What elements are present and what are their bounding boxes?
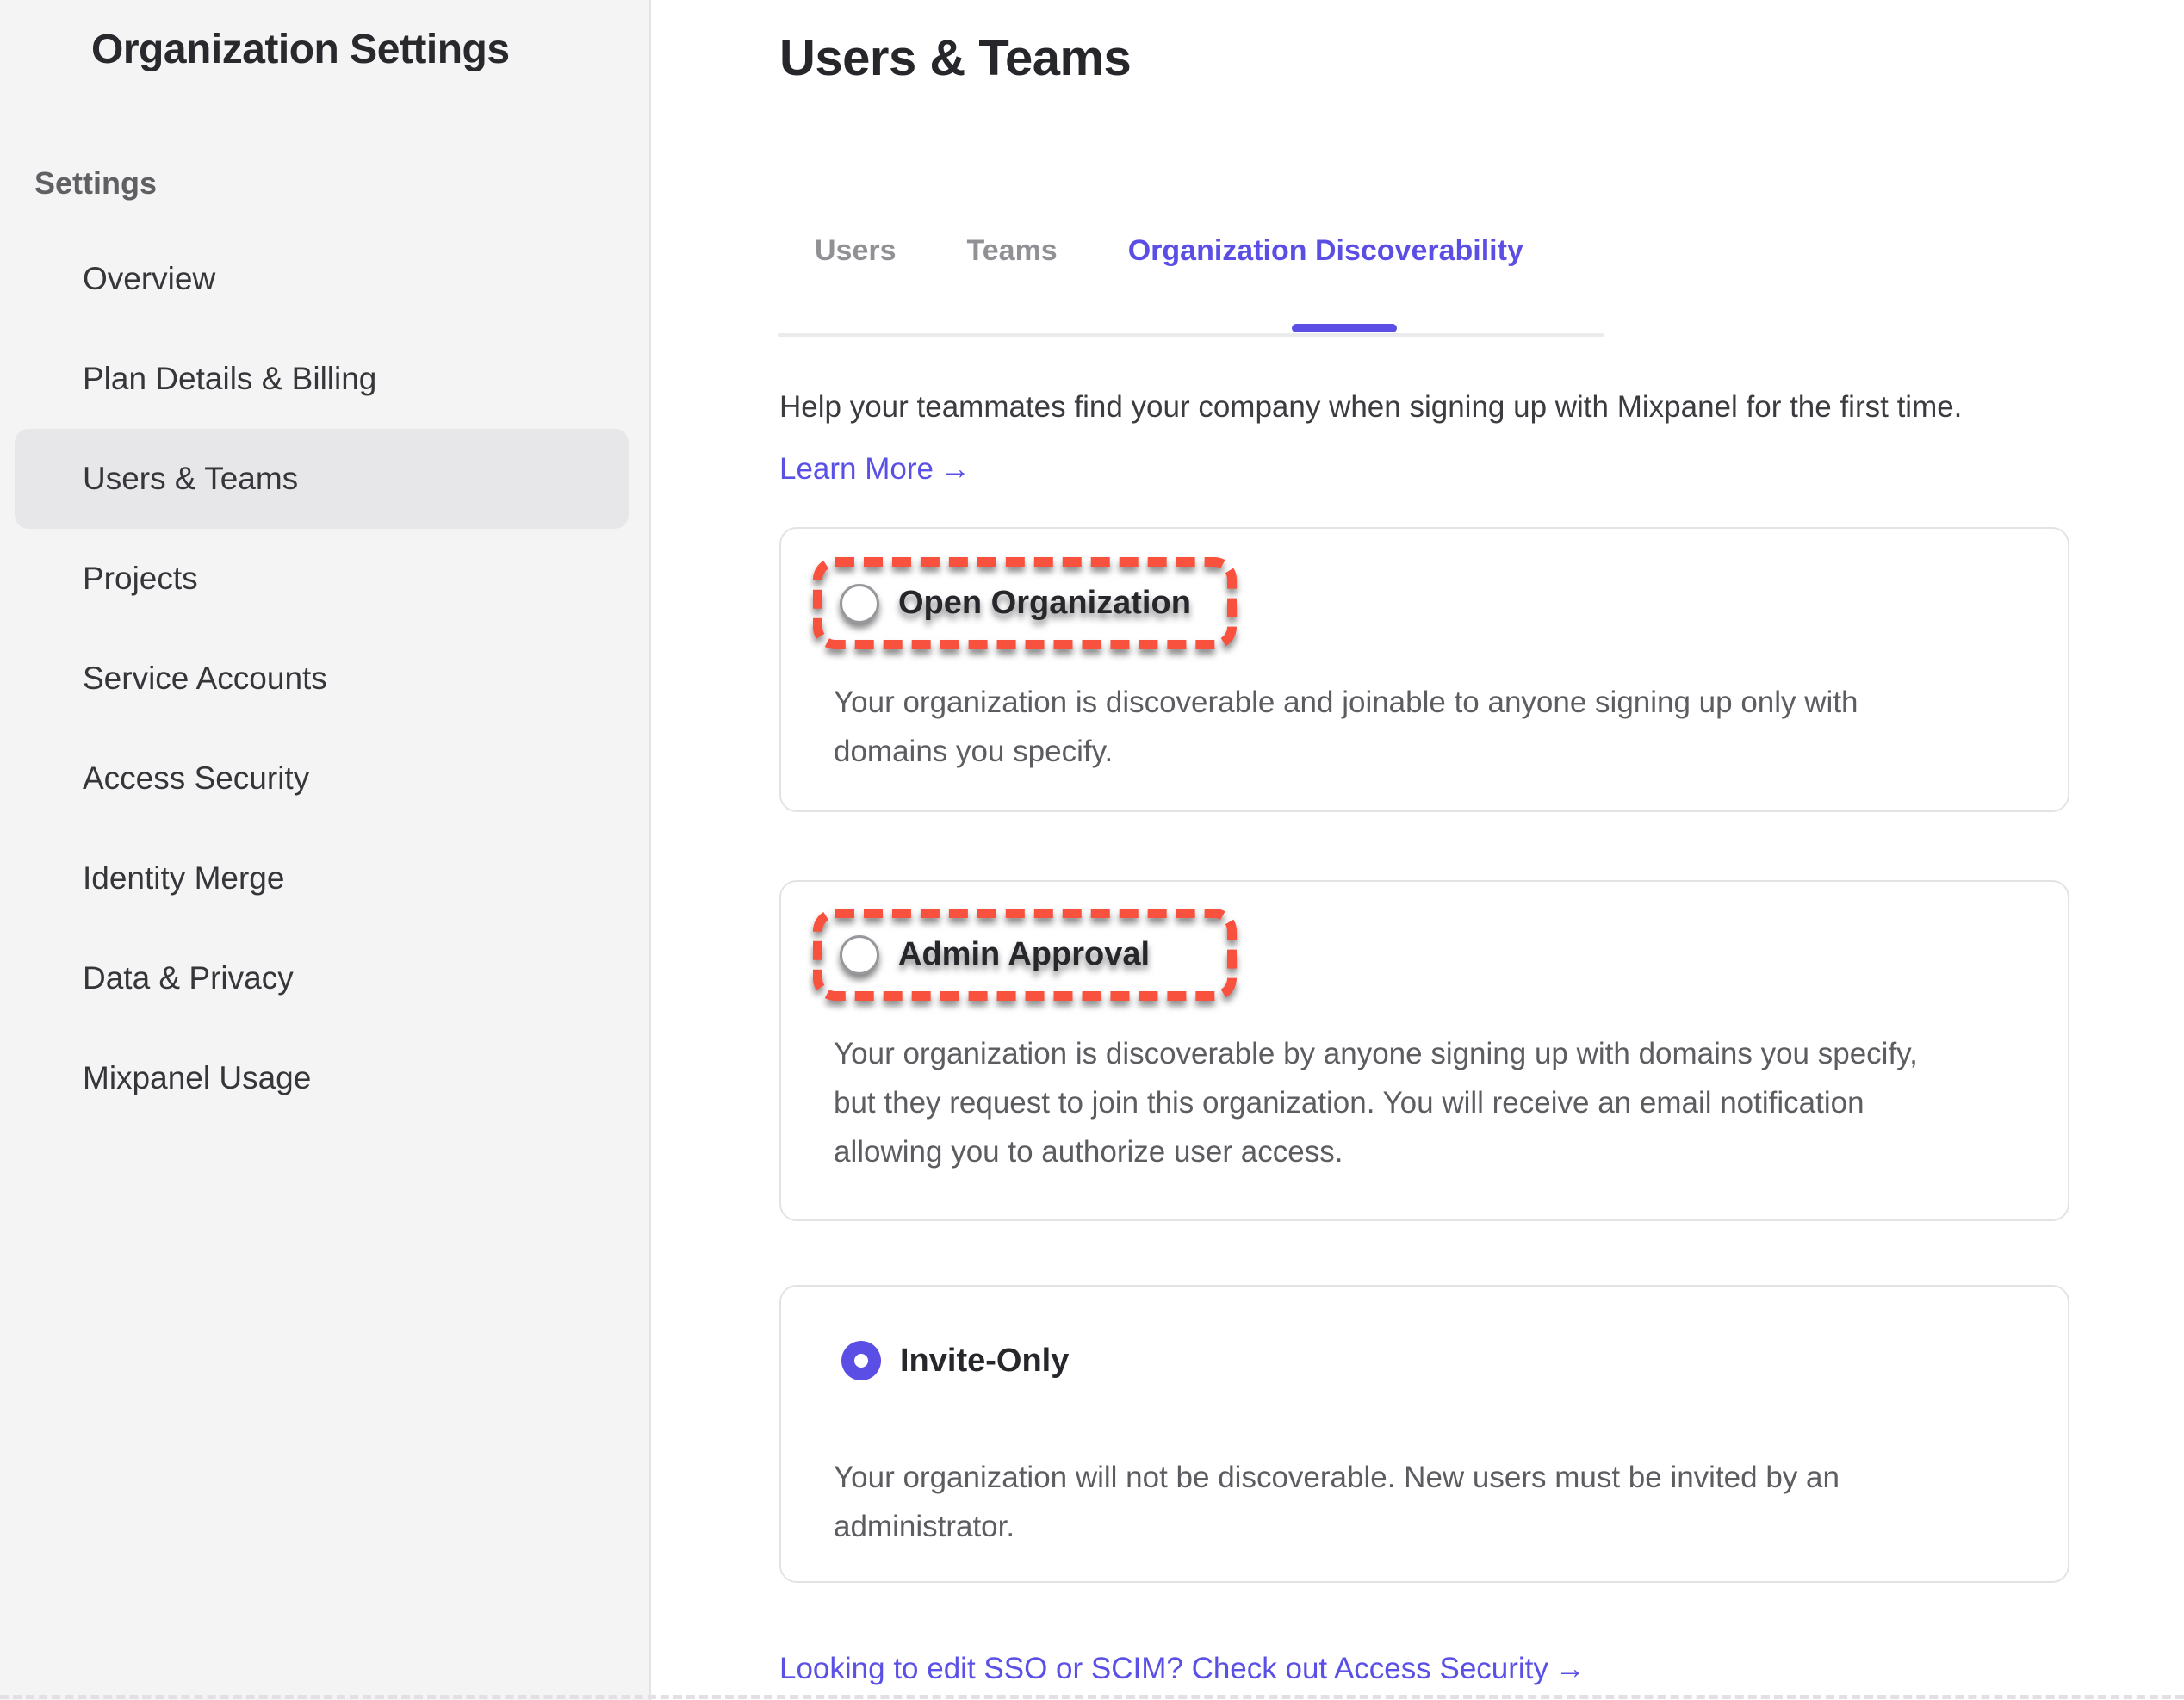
sidebar: [0, 0, 651, 1700]
sidebar-item-projects[interactable]: Projects: [83, 561, 198, 596]
active-tab-indicator: [1292, 324, 1397, 332]
radio-admin-approval[interactable]: [840, 935, 879, 975]
main-content: [653, 0, 2184, 1700]
access-security-link-label: Looking to edit SSO or SCIM? Check out Access Security: [779, 1652, 1548, 1685]
arrow-right-icon: →: [940, 452, 971, 486]
cutoff-dashed-line: [0, 1695, 2184, 1699]
option-label: Open Organization: [898, 585, 1191, 621]
red-dashed-highlight: [813, 909, 1237, 1001]
sidebar-item-service-accounts[interactable]: Service Accounts: [83, 661, 327, 696]
tab-users[interactable]: Users: [815, 234, 897, 267]
option-row[interactable]: [840, 584, 1191, 624]
tab-bar-rule: [778, 333, 1604, 337]
radio-invite-only[interactable]: [841, 1341, 881, 1380]
tab-bar: [779, 231, 1559, 270]
option-label: Invite-Only: [900, 1342, 1070, 1379]
tab-teams[interactable]: Teams: [966, 234, 1058, 267]
option-description: Your organization is discoverable and joinable to anyone signing up only with domains you specify.: [834, 686, 1858, 768]
red-dashed-highlight: [813, 557, 1237, 649]
intro-text: Help your teammates find your company when signing up with Mixpanel for the first time.: [779, 390, 1963, 424]
option-card-admin-approval: [779, 880, 2069, 1221]
sidebar-item-plan-details-billing[interactable]: Plan Details & Billing: [83, 361, 377, 396]
option-row[interactable]: [841, 1341, 2068, 1380]
sidebar-item-access-security[interactable]: Access Security: [83, 760, 310, 796]
option-card-invite-only: [779, 1285, 2069, 1583]
option-card-open-organization: [779, 527, 2069, 812]
arrow-right-icon: →: [1554, 1652, 1585, 1685]
page-title: Users & Teams: [779, 30, 1132, 86]
sidebar-item-data-privacy[interactable]: Data & Privacy: [83, 960, 294, 996]
tab-organization-discoverability[interactable]: Organization Discoverability: [1127, 234, 1523, 267]
access-security-link[interactable]: [779, 1648, 1585, 1690]
sidebar-nav: [0, 229, 649, 1128]
sidebar-title: Organization Settings: [91, 27, 510, 72]
option-row[interactable]: [840, 935, 1150, 975]
radio-open-organization[interactable]: [840, 584, 879, 624]
option-description: Your organization will not be discoverable. New users must be invited by an administrator.: [834, 1461, 1840, 1543]
learn-more-label: Learn More: [779, 452, 934, 486]
option-description: Your organization is discoverable by anyone signing up with domains you specify, but they request to join this organization. You will receive an email notification allowing you to authorize user access.: [834, 1037, 1918, 1169]
sidebar-item-mixpanel-usage[interactable]: Mixpanel Usage: [83, 1060, 312, 1095]
sidebar-item-identity-merge[interactable]: Identity Merge: [83, 860, 285, 896]
learn-more-link[interactable]: [779, 448, 971, 491]
sidebar-section-label: Settings: [34, 165, 158, 201]
sidebar-item-users-teams[interactable]: Users & Teams: [15, 429, 629, 529]
option-label: Admin Approval: [898, 936, 1151, 972]
sidebar-item-overview[interactable]: Overview: [83, 261, 216, 296]
